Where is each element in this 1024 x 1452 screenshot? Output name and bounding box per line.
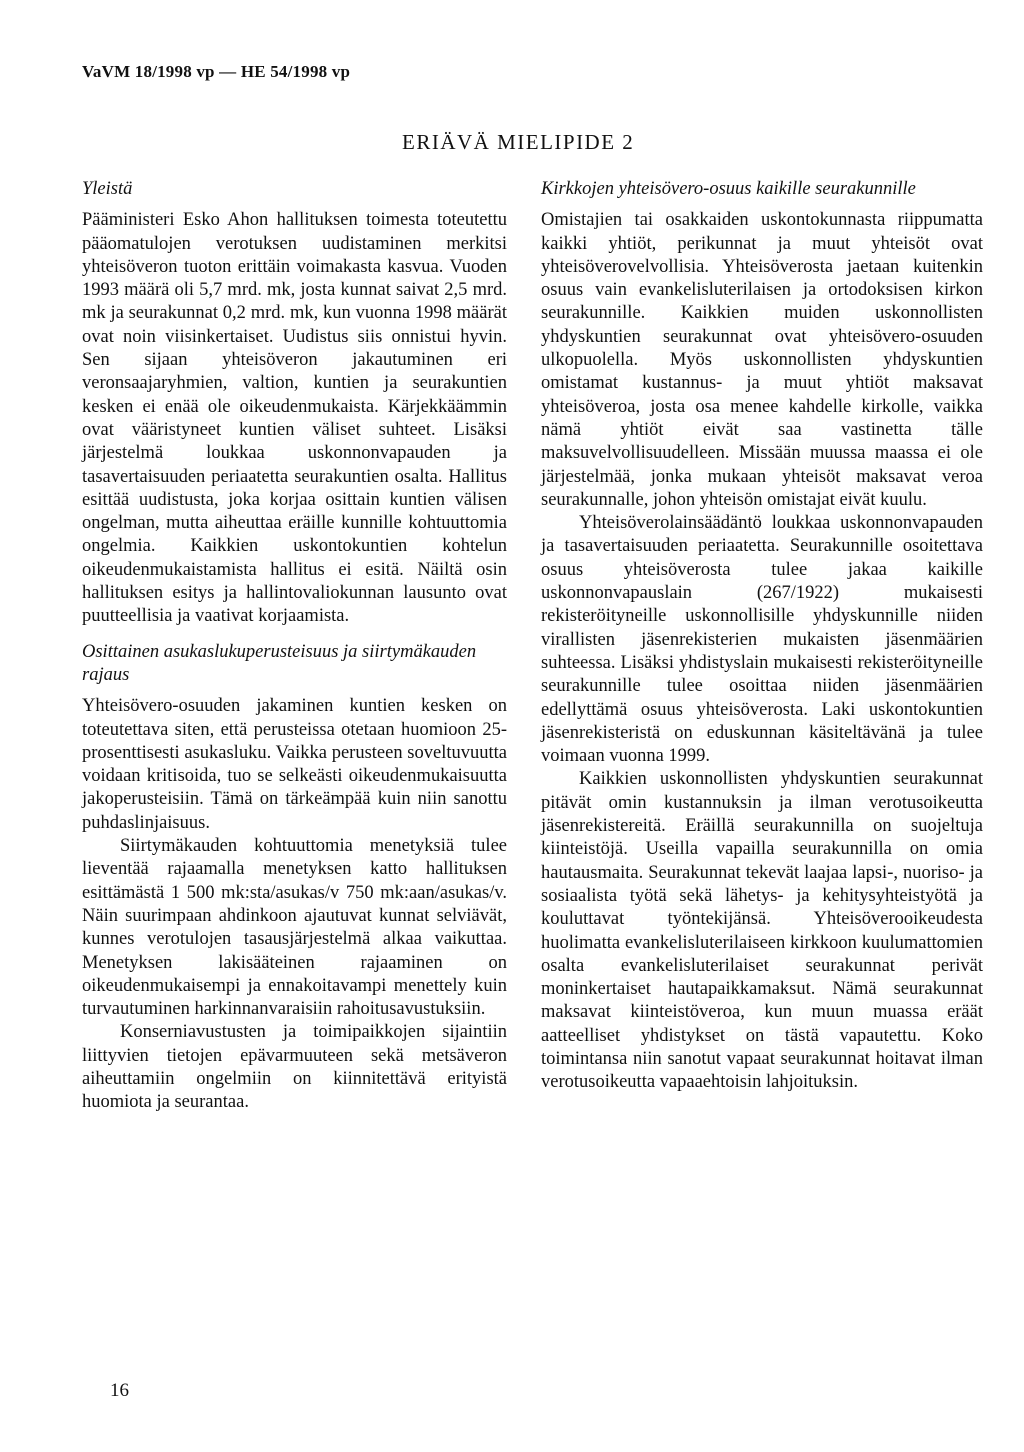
section-heading-yleista: Yleistä	[82, 179, 133, 199]
page-number: 16	[110, 1380, 129, 1401]
right-column	[541, 178, 983, 1095]
running-header: VaVM 18/1998 vp — HE 54/1998 vp	[82, 62, 351, 81]
paragraph: Omistajien tai osakkaiden uskontokunnasta riippumatta kaikki yhtiöt, perikunnat ja muut yhteisöt ovat yhteisöverovelvollisia. Yhteisöverosta jaetaan kuitenkin osuus vain evankelisluterilaisen ja ortodoksisen kirkon seurakunnille. Kaikkien muiden uskonnollisten yhdyskuntien seurakunnat ovat yhteisövero-osuuden ulkopuolella. Myös uskonnollisten yhdyskuntien omistamat kustannus- ja muut yhtiöt maksavat yhteisöveroa, josta osa menee kahdelle kirkolle, vaikka nämä yhtiöt eivät saa vastinetta tälle maksuvelvollisuudelleen. Missään muussa maassa ei ole järjestelmää, jonka mukaan yhteisöt maksavat veroa seurakunnalle, johon yhteisön omistajat eivät kuulu.	[541, 210, 983, 510]
paragraph: Yhteisöverolainsäädäntö loukkaa uskonnonvapauden ja tasavertaisuuden periaatetta. Seurakunnille osoitettava osuus yhteisöverosta tulee jakaa kaikille uskonnonvapauslain (267/1922) mukaisesti rekisteröityneille uskonnollisille yhdyskunnille niiden virallisten jäsenrekisterien mukaisten jäsenmäärien suhteessa. Lisäksi yhdistyslain mukaisesti rekisteröityneille seurakunnille tulee osoittaa niiden jäsenmäärien edellyttämä osuus yhteisöverosta. Laki uskontokuntien jäsenrekisteristä on eduskunnan käsiteltävänä ja tulee voimaan vuonna 1999.	[541, 513, 983, 767]
paragraph: Siirtymäkauden kohtuuttomia menetyksiä tulee lieventää rajaamalla menetyksen katto hallituksen esittämästä 1 500 mk:sta/asukas/v 750 mk:aan/asukas/v. Näin suurimpaan ahdinkoon ajautuvat kunnat selviävät, kunnes verotulojen tasausjärjestelmä alkaa vaikuttaa. Menetyksen lakisääteinen rajaaminen on oikeudenmukaisempi ja ennakoitavampi menettely kuin turvautuminen harkinnanvaraisiin rahoitusavustuksiin.	[82, 836, 507, 1020]
section-heading-kirkkojen-yhteisovero: Kirkkojen yhteisövero-osuus kaikille seurakunnille	[541, 179, 916, 199]
paragraph: Pääministeri Esko Ahon hallituksen toimesta toteutettu pääomatulojen verotuksen uudistaminen merkitsi yhteisöveron tuoton erittäin voimakasta kasvua. Vuoden 1993 määrä oli 5,7 mrd. mk, josta kunnat saivat 2,5 mrd. mk ja seurakunnat 0,2 mrd. mk, kun vuonna 1998 määrät ovat noin viisinkertaiset. Uudistus siis onnistui hyvin. Sen sijaan yhteisöveron jakautuminen eri veronsaajaryhmien, valtion, kuntien ja seurakuntien kesken ei enää ole oikeudenmukaista. Kärjekkäämmin ovat vääristyneet kuntien väliset suhteet. Lisäksi järjestelmä loukkaa uskonnonvapauden ja tasavertaisuuden periaatetta seurakuntien osalta. Hallitus esittää uudistusta, joka korjaa osittain kuntien välisen ongelman, mutta aiheuttaa eräille kunnille kohtuuttomia ongelmia. Kaikkien uskontokuntien kohtelun oikeudenmukaistamista hallitus ei esitä. Näiltä osin hallituksen esitys ja hallintovaliokunnan lausunto ovat puutteellisia ja vaativat korjaamista.	[82, 210, 507, 627]
document-title: ERIÄVÄ MIELIPIDE 2	[402, 130, 635, 154]
left-column	[82, 178, 507, 1115]
section-heading-asukaslukuperusteisuus: Osittainen asukaslukuperusteisuus ja siirtymäkauden rajaus	[82, 641, 477, 685]
paragraph: Yhteisövero-osuuden jakaminen kuntien kesken on toteutettava siten, että perusteissa otetaan huomioon 25-prosenttisesti asukasluku. Vaikka perusteen soveltuvuutta voidaan kritisoida, tuo se selkeästi oikeudenmukaisuutta jakoperusteisiin. Tämä on tärkeämpää kuin niin sanottu puhdaslinjaisuus.	[82, 696, 507, 833]
paragraph: Kaikkien uskonnollisten yhdyskuntien seurakunnat pitävät omin kustannuksin ja ilman verotusoikeutta jäsenrekistereitä. Eräillä seurakunnilla on suojeltuja kiinteistöjä. Useilla vapailla seurakunnilla on omia hautausmaita. Seurakunnat tekevät laajaa lapsi-, nuoriso- ja sosiaalista työtä sekä lähetys- ja kehitysyhteistyötä ja kouluttavat työntekijänsä. Yhteisöverooikeudesta huolimatta evankelisluterilaiseen kirkkoon kuulumattomien osalta evankelisluterilaiset seurakunnat perivät moninkertaiset hautapaikkamaksut. Nämä seurakunnat maksavat kiinteistöveroa, kun muun muassa eräät aatteelliset yhdistykset on tästä vapautettu. Koko toimintansa niin sanotut vapaat seurakunnat hoitavat ilman verotusoikeutta vapaaehtoisin lahjoituksin.	[541, 769, 983, 1093]
paragraph: Konserniavustusten ja toimipaikkojen sijaintiin liittyvien tietojen epävarmuuteen sekä metsäveron aiheuttamiin ongelmiin on kiinnitettävä erityistä huomiota ja seurantaa.	[82, 1022, 507, 1113]
